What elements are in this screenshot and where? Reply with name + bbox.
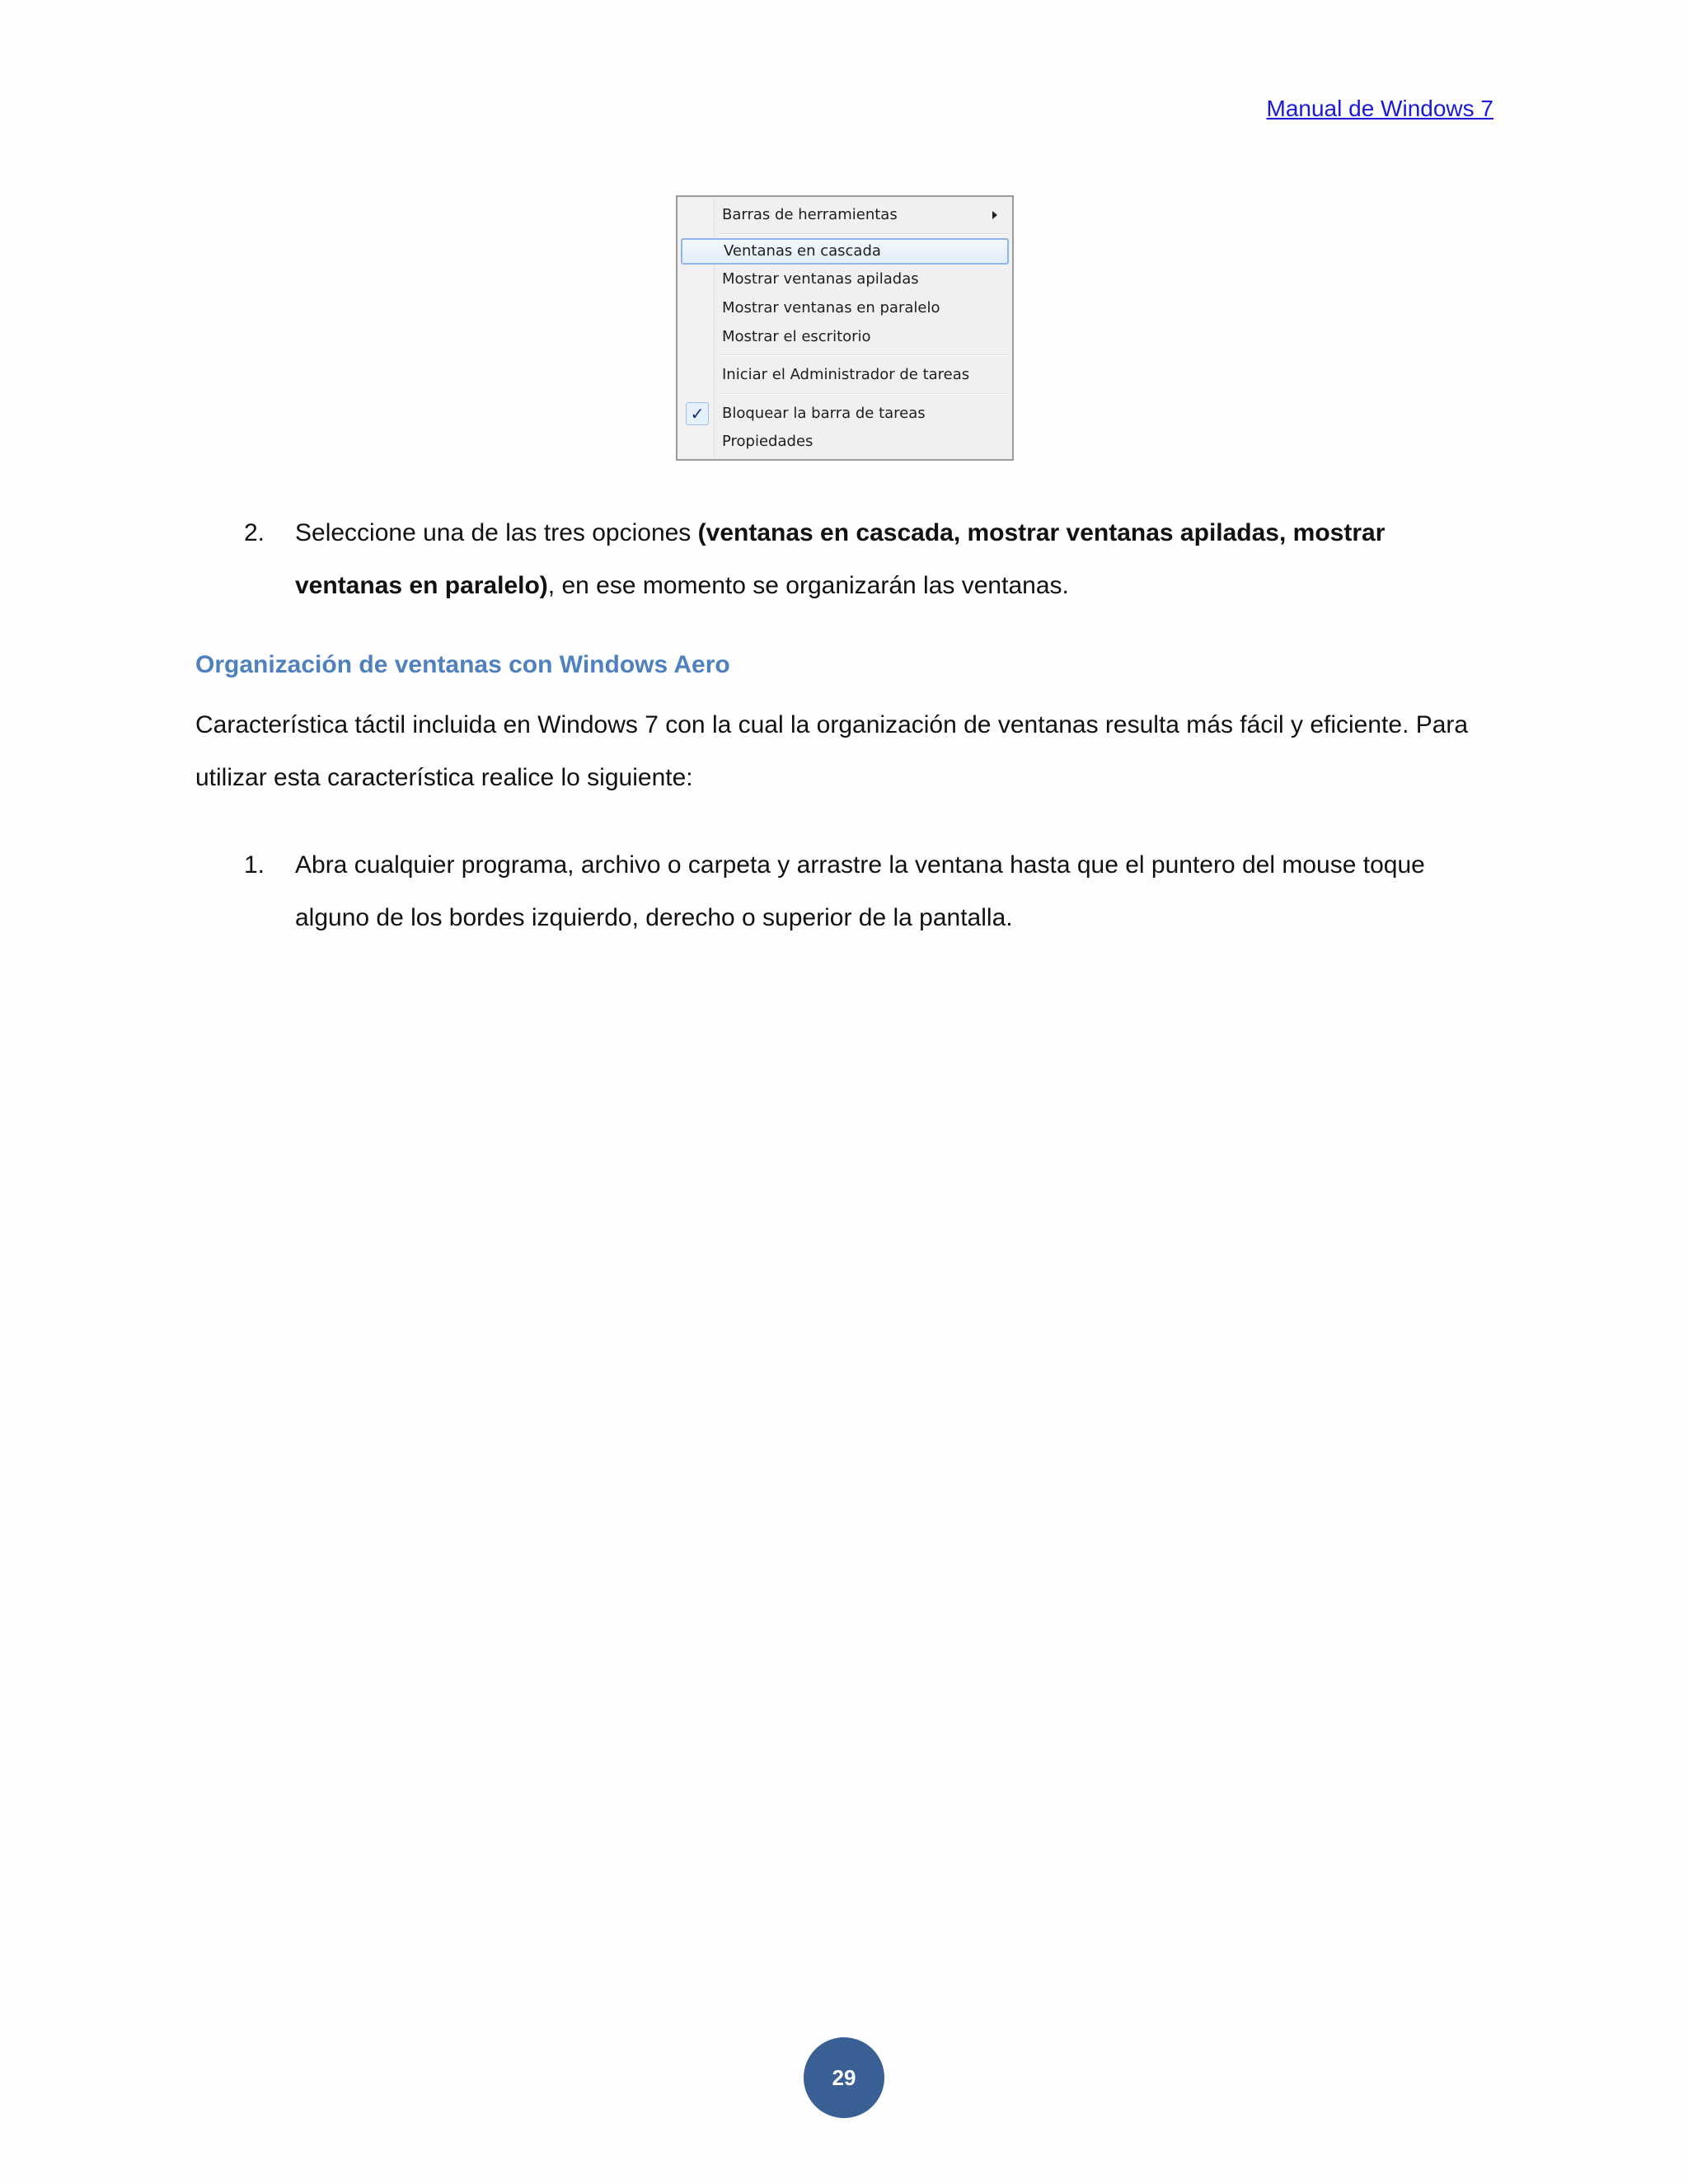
step-text-before: Seleccione una de las tres opciones bbox=[295, 519, 698, 546]
list-text: Abra cualquier programa, archivo o carpeta y arrastre la ventana hasta que el puntero del mouse toque alguno de los bordes izquierdo, derecho o superior de la pantalla. bbox=[295, 851, 1425, 931]
menu-item-toolbars[interactable] bbox=[681, 202, 1009, 228]
menu-item-label: Bloquear la barra de tareas bbox=[722, 405, 926, 422]
menu-item-lock-taskbar[interactable] bbox=[681, 401, 1009, 427]
menu-item-task-manager[interactable] bbox=[681, 362, 1009, 388]
menu-item-label: Propiedades bbox=[722, 433, 814, 450]
list-item-step-1 bbox=[244, 839, 1497, 944]
step-text-bold: (ventanas en cascada, mostrar ventanas apiladas, mostrar ventanas en paralelo) bbox=[295, 519, 1386, 599]
menu-item-properties[interactable] bbox=[681, 429, 1009, 455]
list-item-step-2 bbox=[244, 507, 1497, 612]
submenu-arrow-icon bbox=[992, 211, 997, 219]
page-number-badge: 29 bbox=[804, 2037, 884, 2118]
menu-item-cascade-windows[interactable] bbox=[681, 238, 1009, 265]
menu-item-show-side-by-side[interactable] bbox=[681, 295, 1009, 321]
menu-item-label: Mostrar ventanas en paralelo bbox=[722, 299, 940, 316]
list-text bbox=[295, 507, 1497, 612]
taskbar-context-menu bbox=[676, 195, 1014, 461]
section-heading: Organización de ventanas con Windows Aero bbox=[195, 651, 730, 678]
menu-separator bbox=[717, 393, 1009, 395]
checkmark-icon: ✓ bbox=[686, 402, 709, 425]
menu-item-label: Iniciar el Administrador de tareas bbox=[722, 366, 970, 383]
menu-item-show-stacked[interactable] bbox=[681, 266, 1009, 293]
menu-separator bbox=[717, 354, 1009, 356]
menu-item-label: Mostrar el escritorio bbox=[722, 328, 871, 345]
section-paragraph: Característica táctil incluida en Windows 7 con la cual la organización de ventanas resulta más fácil y eficiente. Para utilizar esta característica realice lo siguiente: bbox=[195, 711, 1469, 791]
step-text-after: , en ese momento se organizarán las ventanas. bbox=[547, 572, 1069, 599]
list-number: 2. bbox=[244, 519, 265, 546]
header-title-link[interactable]: Manual de Windows 7 bbox=[1266, 96, 1493, 121]
menu-item-label: Mostrar ventanas apiladas bbox=[722, 270, 919, 288]
menu-item-label: Ventanas en cascada bbox=[724, 242, 881, 260]
list-number: 1. bbox=[244, 851, 265, 879]
menu-item-show-desktop[interactable] bbox=[681, 324, 1009, 350]
menu-separator bbox=[717, 233, 1009, 235]
menu-item-label: Barras de herramientas bbox=[722, 206, 898, 223]
